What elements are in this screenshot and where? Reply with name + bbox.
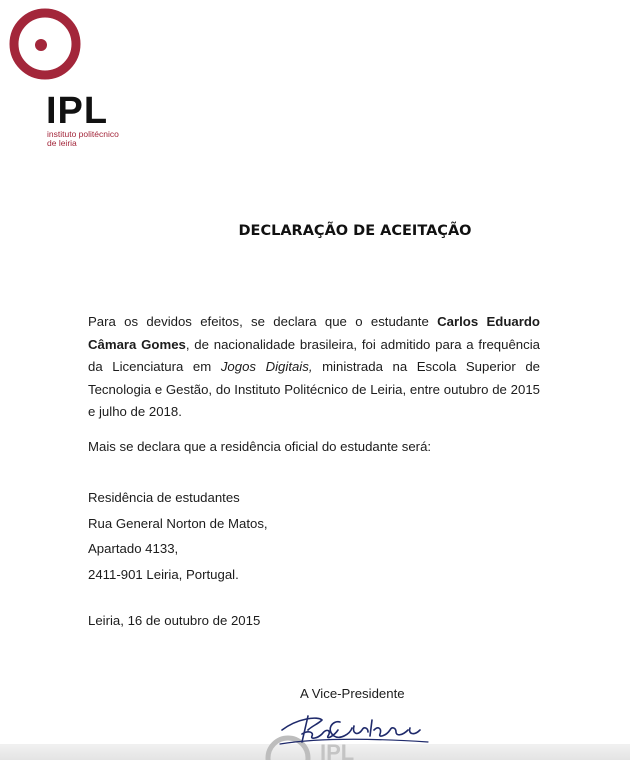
document-title: DECLARAÇÃO DE ACEITAÇÃO xyxy=(238,223,472,239)
logo-subtitle-line2: de leiria xyxy=(47,138,77,148)
paragraph1-text-2: , de nacionalidade brasileira, foi admitido para a frequência da Licenciatura em xyxy=(88,336,540,374)
signature-icon xyxy=(278,708,448,748)
svg-text:IPL: IPL xyxy=(320,740,355,760)
address-line: Rua General Norton de Matos, xyxy=(88,515,268,531)
student-name: Carlos Eduardo Câmara Gomes xyxy=(88,314,540,352)
paragraph1-text-1: Para os devidos efeitos, se declara que o estudante xyxy=(88,314,438,329)
date-line: Leiria, 16 de outubro de 2015 xyxy=(88,613,261,628)
logo-acronym: IPL xyxy=(46,90,109,132)
address-line: Apartado 4133, xyxy=(88,541,179,556)
address-block xyxy=(88,485,540,587)
paragraph-residence: Mais se declara que a residência oficial do estudante será: xyxy=(88,439,432,454)
address-line: 2411-901 Leiria, Portugal. xyxy=(88,566,239,582)
paragraph-declaration xyxy=(88,311,540,424)
paragraph1-text-3: ministrada na Escola Superior de Tecnologia e Gestão, do Instituto Politécnico de Leiria, entre outubro de 2015 e julho de 2018. xyxy=(88,359,540,419)
ipl-logo-ring-icon xyxy=(8,6,88,86)
signer-title: A Vice-Presidente xyxy=(300,686,405,701)
address-line: Residência de estudantes xyxy=(88,490,240,505)
logo-subtitle xyxy=(47,130,119,148)
logo-subtitle-line1: instituto politécnico xyxy=(47,129,119,139)
course-name: Jogos Digitais, xyxy=(220,359,313,374)
